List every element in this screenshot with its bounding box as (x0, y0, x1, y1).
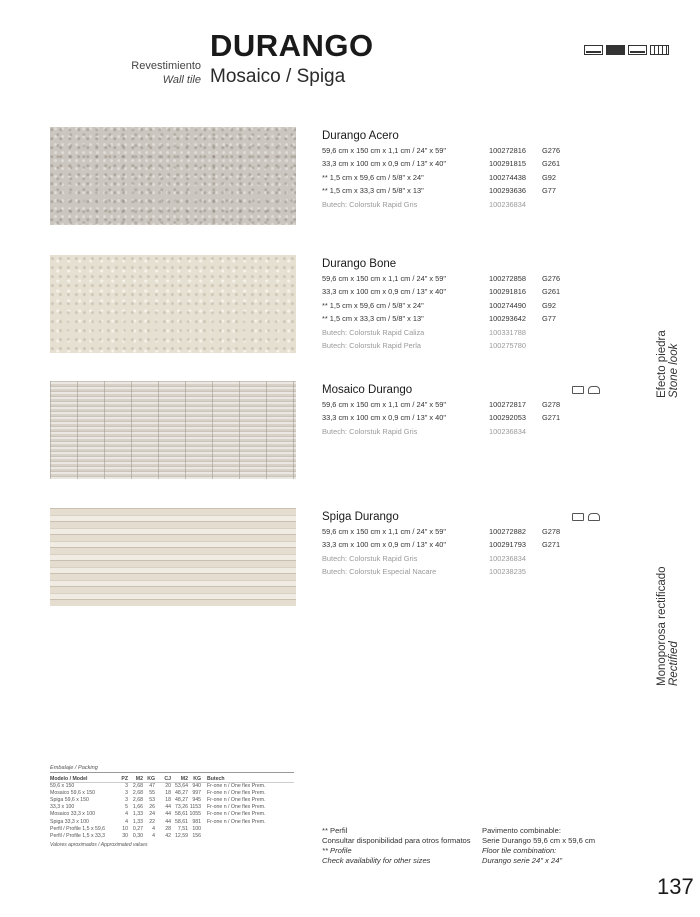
format: ** 1,5 cm x 33,3 cm / 5/8" x 13" (322, 186, 424, 196)
code: 100291816 (489, 287, 526, 297)
header-cell: M2 (135, 776, 143, 782)
side-label-es: Efecto piedra (656, 330, 668, 398)
header-cell: Butech (207, 776, 225, 782)
format-icon (606, 45, 625, 55)
grout: Butech: Colorstuk Rapid Gris (322, 426, 418, 436)
group: G92 (542, 172, 556, 182)
format: ** 1,5 cm x 33,3 cm / 5/8" x 13" (322, 314, 424, 324)
page-number: 137 (657, 874, 694, 899)
code: 100274490 (489, 300, 526, 310)
code: 100275780 (489, 340, 526, 350)
relief-icon (650, 45, 669, 55)
floor-combination-note (482, 826, 595, 866)
decor-icon (588, 513, 600, 521)
code: 100272817 (489, 400, 526, 409)
packing-table (50, 765, 294, 848)
product-icons (572, 386, 600, 394)
side-label-en: Stone look (668, 343, 680, 398)
product-icons (572, 513, 600, 521)
code: 100236834 (489, 199, 526, 209)
group: G271 (542, 540, 561, 550)
code: 100238235 (489, 567, 526, 577)
tile-swatch-durango-bone (50, 255, 296, 353)
product-name: Mosaico Durango (322, 384, 413, 396)
packing-header-row (50, 776, 294, 783)
table-row: Perfil / Profile 1,5 x 33,3 30 0,30 4 42 12,59 156 (50, 832, 201, 839)
table-row: Mosaico 33,3 x 100 4 1,33 24 44 58,61 1055 Fr-one n / One flex Prem. (50, 811, 266, 818)
floor-label-es: Pavimento combinable: (482, 826, 561, 835)
code: 100236834 (489, 553, 526, 563)
group: G77 (542, 314, 556, 324)
side-label-rectified (656, 566, 680, 686)
code: 100292053 (489, 413, 526, 423)
product-durango-acero (322, 130, 602, 213)
format: 33,3 cm x 100 cm x 0,9 cm / 13" x 40" (322, 540, 446, 550)
product-name: Durango Bone (322, 258, 397, 270)
wall-tile-icon (584, 45, 603, 55)
table-row: Perfil / Profile 1,5 x 59,6 10 0,27 4 28 7,51 100 (50, 825, 201, 832)
table-row: 33,3 x 100 5 1,66 26 44 73,26 1153 Fr-one n / One flex Prem. (50, 804, 266, 811)
tile-swatch-mosaico-durango (50, 381, 296, 479)
profile-label-es: ** Perfil (322, 826, 348, 835)
tile-swatch-durango-acero (50, 127, 296, 225)
side-label-stone-look (656, 330, 680, 398)
group: G271 (542, 413, 561, 423)
format: 59,6 cm x 150 cm x 1,1 cm / 24" x 59" (322, 400, 446, 409)
group: G261 (542, 287, 561, 297)
format: ** 1,5 cm x 59,6 cm / 5/8" x 24" (322, 172, 424, 182)
code: 100293642 (489, 314, 526, 324)
group: G276 (542, 146, 561, 155)
group: G278 (542, 527, 561, 536)
product-spiga-durango (322, 511, 602, 581)
header-cell: PZ (121, 776, 128, 782)
product-mosaico-durango (322, 384, 602, 440)
code: 100272882 (489, 527, 526, 536)
side-label-en: Rectified (668, 641, 680, 686)
product-durango-bone (322, 258, 602, 354)
grout: Butech: Colorstuk Rapid Caliza (322, 327, 425, 337)
code: 100293636 (489, 186, 526, 196)
header-cell: M2 (180, 776, 188, 782)
table-row: Mosaico 59,6 x 150 3 2,68 55 18 48,27 997 Fr-one n / One flex Prem. (50, 790, 266, 797)
code: 100236834 (489, 426, 526, 436)
format: ** 1,5 cm x 59,6 cm / 5/8" x 24" (322, 300, 424, 310)
floor-value-es: Serie Durango 59,6 cm x 59,6 cm (482, 836, 596, 845)
code: 100272816 (489, 146, 526, 155)
header-cell: CJ (164, 776, 171, 782)
product-name: Durango Acero (322, 130, 399, 142)
format: 59,6 cm x 150 cm x 1,1 cm / 24" x 59" (322, 146, 446, 155)
group: G278 (542, 400, 561, 409)
relief-icon (572, 513, 584, 521)
product-name: Spiga Durango (322, 511, 399, 523)
category-english: Wall tile (162, 74, 201, 86)
availability-es: Consultar disponibilidad para otros formatos (322, 836, 471, 845)
packing-footnote: Valores aproximados / Approximated values (50, 841, 148, 848)
format: 33,3 cm x 100 cm x 0,9 cm / 13" x 40" (322, 287, 446, 297)
profile-note (322, 826, 471, 866)
code: 100291815 (489, 159, 526, 169)
group: G92 (542, 300, 556, 310)
group: G261 (542, 159, 561, 169)
table-row: 59,6 x 150 3 2,68 47 20 53,64 940 Fr-one n / One flex Prem. (50, 783, 266, 790)
tile-swatch-spiga-durango (50, 508, 296, 606)
rectified-edge-icon (628, 45, 647, 55)
format: 59,6 cm x 150 cm x 1,1 cm / 24" x 59" (322, 527, 446, 536)
code: 100274438 (489, 172, 526, 182)
format: 33,3 cm x 100 cm x 0,9 cm / 13" x 40" (322, 159, 446, 169)
category-spanish: Revestimiento (131, 60, 201, 72)
grout: Butech: Colorstuk Rapid Perla (322, 340, 422, 350)
side-label-es: Monoporosa rectificado (656, 566, 668, 686)
group: G276 (542, 274, 561, 283)
packing-title: Embalaje / Packing (50, 765, 294, 773)
group: G77 (542, 186, 556, 196)
code: 100272858 (489, 274, 526, 283)
header-cell: KG (147, 776, 155, 782)
floor-value-en: Durango serie 24" x 24" (482, 856, 563, 865)
code: 100331788 (489, 327, 526, 337)
floor-label-en: Floor tile combination: (482, 846, 557, 855)
grout: Butech: Colorstuk Especial Nacare (322, 567, 437, 577)
series-title: DURANGO (210, 28, 374, 63)
series-subtitle: Mosaico / Spiga (210, 66, 346, 87)
header-cell: KG (193, 776, 201, 782)
grout: Butech: Colorstuk Rapid Gris (322, 553, 418, 563)
code: 100291793 (489, 540, 526, 550)
format: 33,3 cm x 100 cm x 0,9 cm / 13" x 40" (322, 413, 446, 423)
format: 59,6 cm x 150 cm x 1,1 cm / 24" x 59" (322, 274, 446, 283)
availability-en: Check availability for other sizes (322, 856, 431, 865)
relief-icon (572, 386, 584, 394)
table-row: Spiga 59,6 x 150 3 2,68 53 18 48,27 945 Fr-one n / One flex Prem. (50, 797, 266, 804)
table-row: Spiga 33,3 x 100 4 1,33 22 44 58,61 981 Fr-one n / One flex Prem. (50, 818, 266, 825)
feature-icons (584, 45, 669, 55)
decor-icon (588, 386, 600, 394)
grout: Butech: Colorstuk Rapid Gris (322, 199, 418, 209)
header-cell: Modelo / Model (50, 776, 88, 782)
profile-label-en: ** Profile (322, 846, 352, 855)
